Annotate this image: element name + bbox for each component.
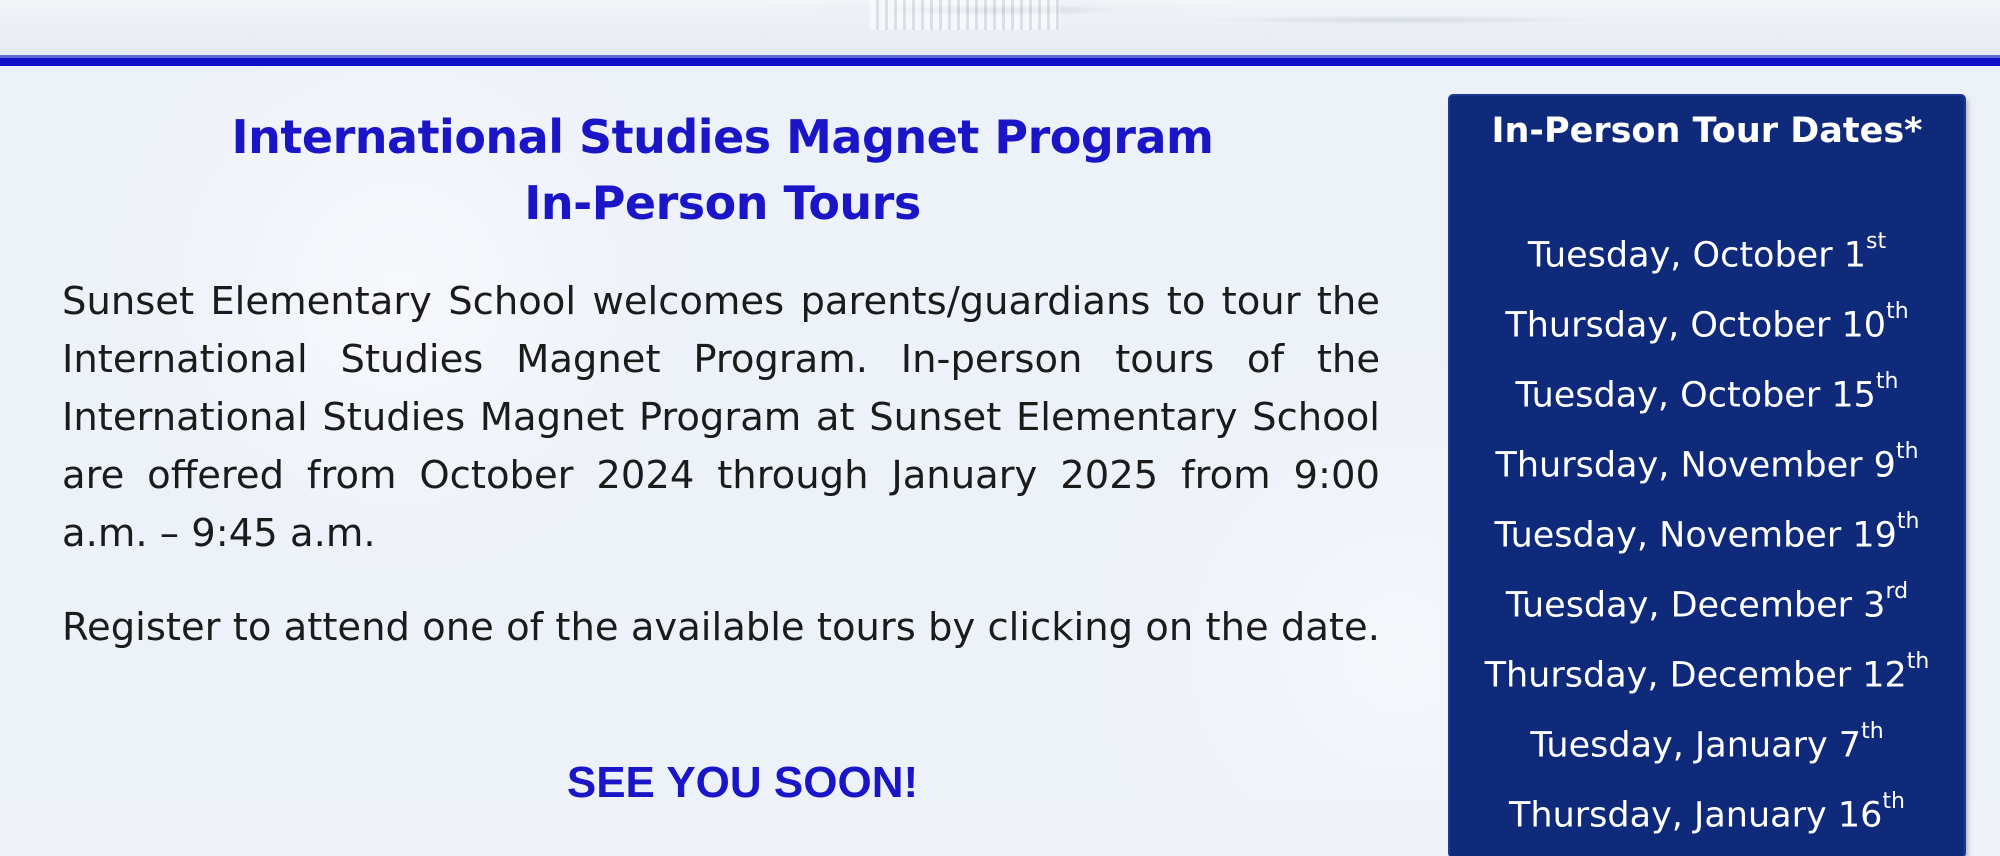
register-instructions: Register to attend one of the available tours by clicking on the date. [62,605,1380,650]
tour-dates-title: In-Person Tour Dates* [1491,111,1923,151]
tour-dates-panel [1450,96,1964,856]
header-banner-image [0,0,2000,55]
tour-date-text: Tuesday, October 15 [1515,375,1876,416]
tour-date-suffix: st [1866,229,1887,254]
tour-date-link[interactable] [1450,563,1964,633]
tour-date-link[interactable] [1450,423,1964,493]
tour-date-text: Thursday, December 12 [1484,655,1907,696]
tour-date-text: Tuesday, January 7 [1530,725,1862,766]
tour-date-link[interactable] [1450,213,1964,283]
tour-date-suffix: th [1906,649,1930,674]
tour-date-text: Tuesday, December 3 [1505,585,1886,626]
tour-date-suffix: th [1886,299,1909,324]
tour-date-text: Thursday, January 16 [1509,795,1883,836]
tour-date-suffix: th [1875,369,1899,394]
tour-date-link[interactable] [1450,773,1964,843]
page-title [60,104,1385,236]
tour-date-link[interactable] [1450,493,1964,563]
tour-dates-list [1450,213,1964,843]
closing-message: SEE YOU SOON! [566,758,919,807]
tour-date-suffix: th [1861,719,1884,744]
tour-date-link[interactable] [1450,703,1964,773]
tour-date-suffix: rd [1885,579,1909,604]
page-title-line2: In-Person Tours [524,176,921,230]
tour-date-suffix: th [1895,439,1919,464]
tour-date-link[interactable] [1450,283,1964,353]
school-building-photo [870,0,1060,30]
tour-date-text: Thursday, October 10 [1505,305,1887,346]
tour-date-text: Thursday, November 9 [1495,445,1896,486]
tour-date-suffix: th [1896,509,1920,534]
header-divider [0,58,2000,66]
tour-date-text: Tuesday, November 19 [1494,515,1897,556]
tour-date-text: Tuesday, October 1 [1527,235,1866,276]
intro-paragraph: Sunset Elementary School welcomes parents/guardians to tour the International Studies Magnet Program. In-person tours of the International Studies Magnet Program at Sunset Elementary School are offered from October 2024 through January 2025 from 9:00 a.m. – 9:45 a.m. [62,279,1380,556]
tour-date-link[interactable] [1450,633,1964,703]
tour-date-suffix: th [1882,789,1905,814]
tour-date-link[interactable] [1450,353,1964,423]
page-title-line1: International Studies Magnet Program [231,110,1214,164]
